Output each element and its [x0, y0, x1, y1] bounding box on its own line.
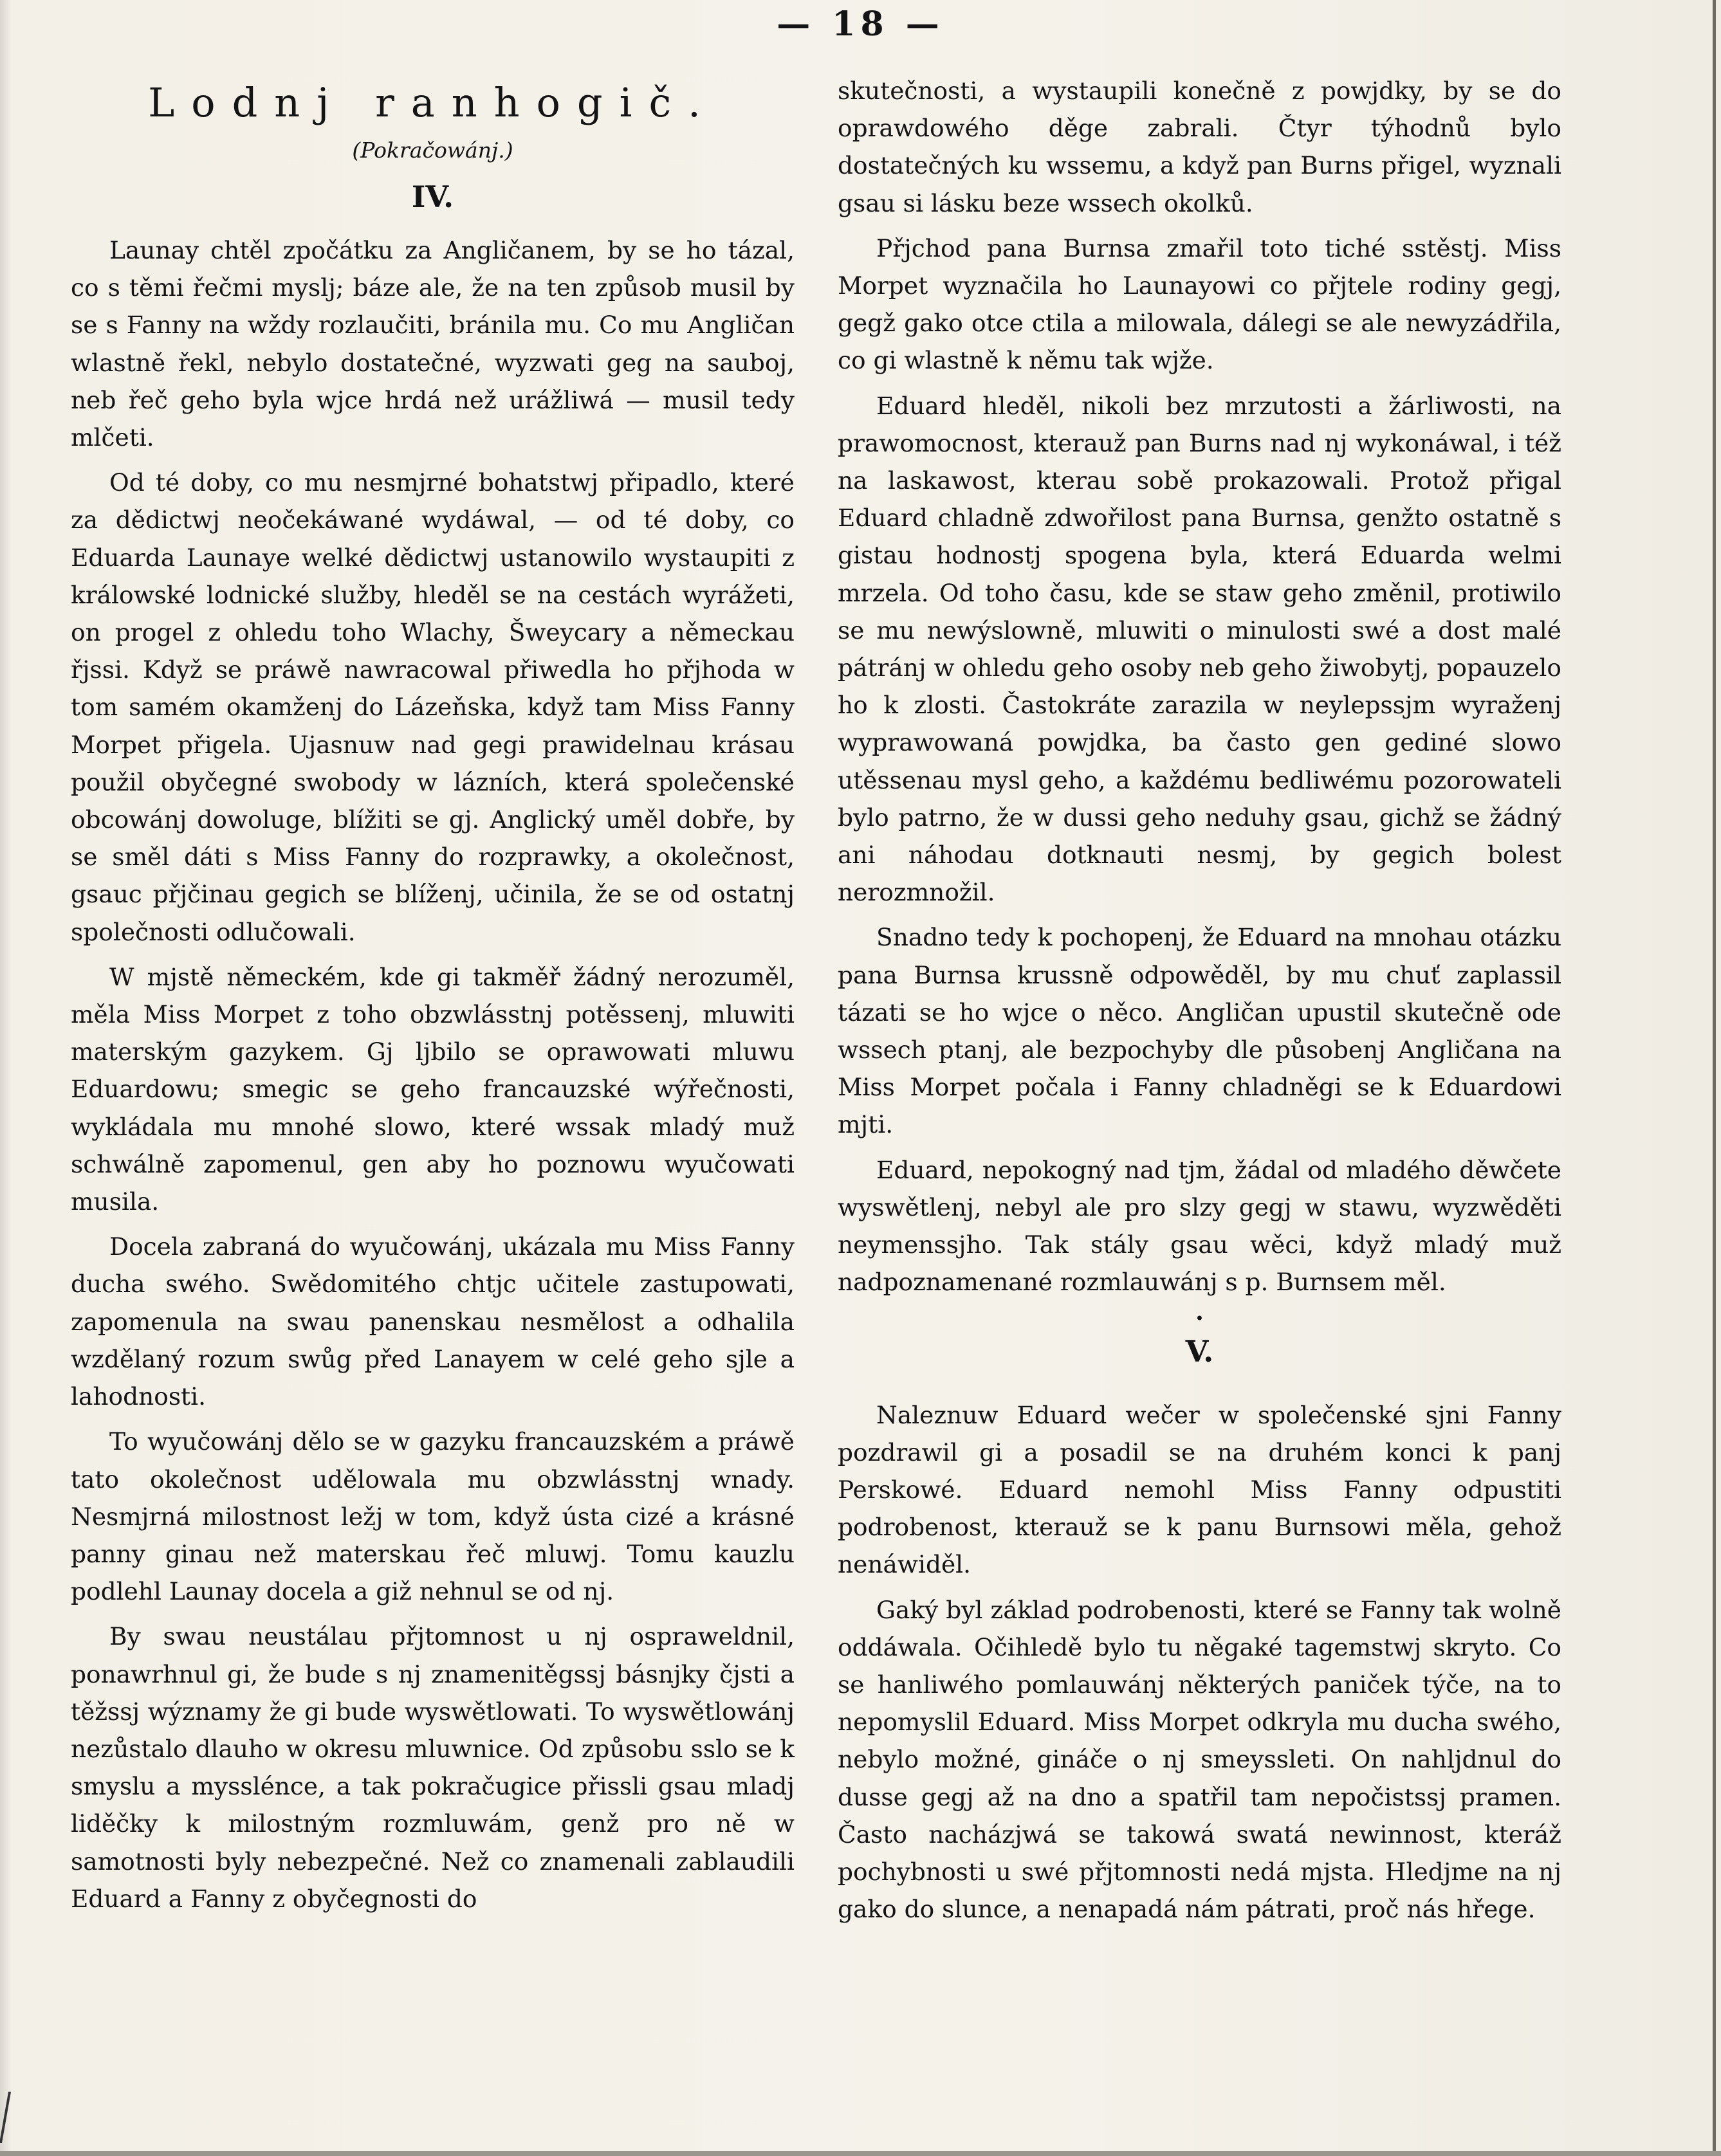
- paragraph-continued: skutečnosti, a wystaupili konečně z powjdky, by se do oprawdowého děge zabrali. Čtyr týhodnů bylo dostatečných ku wssemu, a když pan Burns přigel, wyznali gsau si lásku beze wssech okolků.: [838, 77, 1561, 217]
- paragraph: Docela zabraná do wyučowánj, ukázala mu Miss Fanny ducha swého. Swědomitého chtjc učitele zastupowati, zapomenula na swau panenskau nesmělost a odhalila wzdělaný rozum swůg před Lanayem w celé geho sjle a lahodnosti.: [71, 1232, 795, 1411]
- section-separator: •: [1195, 1309, 1204, 1328]
- right-column: [838, 72, 1561, 1935]
- paragraph: Eduard hleděl, nikoli bez mrzutosti a žárliwosti, na prawomocnost, kterauž pan Burns nad nj wykonáwal, i též na laskawost, kterau sobě prokazowali. Protož přigal Eduard chladně zdwořilost pana Burnsa, genžto ostatně s gistau hodnostj spogena byla, která Eduarda welmi mrzela. Od toho času, kde se staw geho změnil, protiwilo se mu newýslowně, mluwiti o minulosti swé a dost malé pátránj w ohledu geho osoby neb geho žiwobytj, popauzelo ho k zlosti. Častokráte zarazila w neylepssjm wyraženj wyprawowaná powjdka, ba často gen gediné slowo utěssenau mysl geho, a každému bedliwému pozorowateli bylo patrno, že w dussi geho neduhy gsau, gichž se žádný ani náhodau dotknauti nesmj, by gegich bolest nerozmnožil.: [838, 391, 1561, 907]
- chapter-heading-v: V.: [1185, 1333, 1214, 1369]
- paragraph: Launay chtěl zpočátku za Angličanem, by se ho tázal, co s těmi řečmi myslj; báze ale, že na ten způsob musil by se s Fanny na wždy rozlaučiti, bránila mu. Co mu Angličan wlastně řekl, nebylo dostatečné, wyzwati geg na sauboj, neb řeč geho byla wjce hrdá než urážliwá — musil tedy mlčeti.: [71, 236, 795, 452]
- article-subtitle: (Pokračowánj.): [352, 138, 513, 163]
- left-column: [71, 77, 795, 1925]
- paragraph: W mjstě německém, kde gi takměř žádný nerozuměl, měla Miss Morpet z toho obzwlásstnj potěssenj, mluwiti materským gazykem. Gj ljbilo se oprawowati mluwu Eduardowu; smegic se geho francauzské wýřečnosti, wykládala mu mnohé slowo, které wssak mladý muž schwálně zapomenul, gen aby ho poznowu wyučowati musila.: [71, 962, 795, 1216]
- paragraph: Od té doby, co mu nesmjrné bohatstwj připadlo, které za dědictwj neočekáwané wydáwal, — od té doby, co Eduarda Launaye welké dědictwj ustanowilo wystaupiti z králowské lodnické služby, hleděl se na cestách wyrážeti, on progel z ohledu toho Wlachy, Šweycary a německau řjssi. Když se práwě nawracowal přiwedla ho přjhoda w tom samém okamženj do Lázeňska, když tam Miss Fanny Morpet přigela. Ujasnuw nad gegi prawidelnau krásau použil obyčegné swobody w lázních, která společenské obcowánj dowoluge, blížiti se gj. Anglický uměl dobře, by se směl dáti s Miss Fanny do rozprawky, a okolečnost, gsauc přjčinau gegich se blíženj, učinila, že se od ostatnj společnosti odlučowali.: [71, 468, 795, 946]
- page-number: — 18 —: [777, 5, 944, 44]
- scan-border-right: [1713, 0, 1716, 2156]
- paragraph: Přjchod pana Burnsa zmařil toto tiché sstěstj. Miss Morpet wyznačila ho Launayowi co přjtele rodiny gegj, gegž gako otce ctila a milowala, dálegi se ale newyzádřila, co gi wlastně k němu tak wjže.: [838, 233, 1561, 375]
- paragraph: Eduard, nepokogný nad tjm, žádal od mladého děwčete wyswětlenj, nebyl ale pro slzy gegj w stawu, wyzwěděti neymenssjho. Tak stály gsau wěci, když mladý muž nadpoznamenané rozmlauwánj s p. Burnsem měl.: [838, 1155, 1561, 1297]
- chapter-heading-iv: IV.: [411, 179, 454, 214]
- paragraph: Gaký byl základ podrobenosti, které se Fanny tak wolně oddáwala. Očihledě bylo tu něgaké tagemstwj skryto. Co se hanliwého pomlauwánj některých paniček týče, na to nepomyslil Eduard. Miss Morpet odkryla mu ducha swého, nebylo možné, gináče o nj smeyssleti. On nahljdnul do dusse gegj až na dno a spatřil tam nepočistssj pramen. Často nacházjwá se takowá swatá newinnost, kteráž pochybnosti u swé přjtomnosti nedá mjsta. Hledjme na nj gako do slunce, a nenapadá nám pátrati, proč nás hřege.: [838, 1595, 1561, 1924]
- paragraph: To wyučowánj dělo se w gazyku francauzském a práwě tato okolečnost udělowala mu obzwlásstnj wnady. Nesmjrná milostnost ležj w tom, když ústa cizé a krásné panny ginau než materskau řeč mluwj. Tomu kauzlu podlehl Launay docela a giž nehnul se od nj.: [71, 1427, 795, 1606]
- scan-border-bottom: [0, 2151, 1721, 2156]
- scan-corner-mark: [0, 2092, 30, 2143]
- paragraph: By swau neustálau přjtomnost u nj ospraweldnil, ponawrhnul gi, že bude s nj znamenitěgssj básnjky čjsti a těžssj wýznamy že gi bude wyswětlowati. To wyswětlowánj nezůstalo dlauho w okresu mluwnice. Od způsobu sslo se k smyslu a mysslénce, a tak pokračugice přissli gsau mladj liděčky k milostným rozmluwám, genž pro ně w samotnosti byly nebezpečné. Než co znamenali zablaudili Eduard a Fanny z obyčegnosti do: [71, 1622, 795, 1913]
- article-title: Lodnj ranhogič.: [148, 79, 717, 126]
- paragraph: Naleznuw Eduard wečer w společenské sjni Fanny pozdrawil gi a posadil se na druhém konci k panj Perskowé. Eduard nemohl Miss Fanny odpustiti podrobenost, kterauž se k panu Burnsowi měla, gehož nenáwiděl.: [838, 1400, 1561, 1579]
- paragraph: Snadno tedy k pochopenj, že Eduard na mnohau otázku pana Burnsa krussně odpowěděl, by mu chuť zaplassil tázati se ho wjce o něco. Angličan upustil skutečně ode wssech ptanj, ale bezpochyby dle působenj Angličana na Miss Morpet počala i Fanny chladněgi se k Eduardowi mjti.: [838, 923, 1561, 1139]
